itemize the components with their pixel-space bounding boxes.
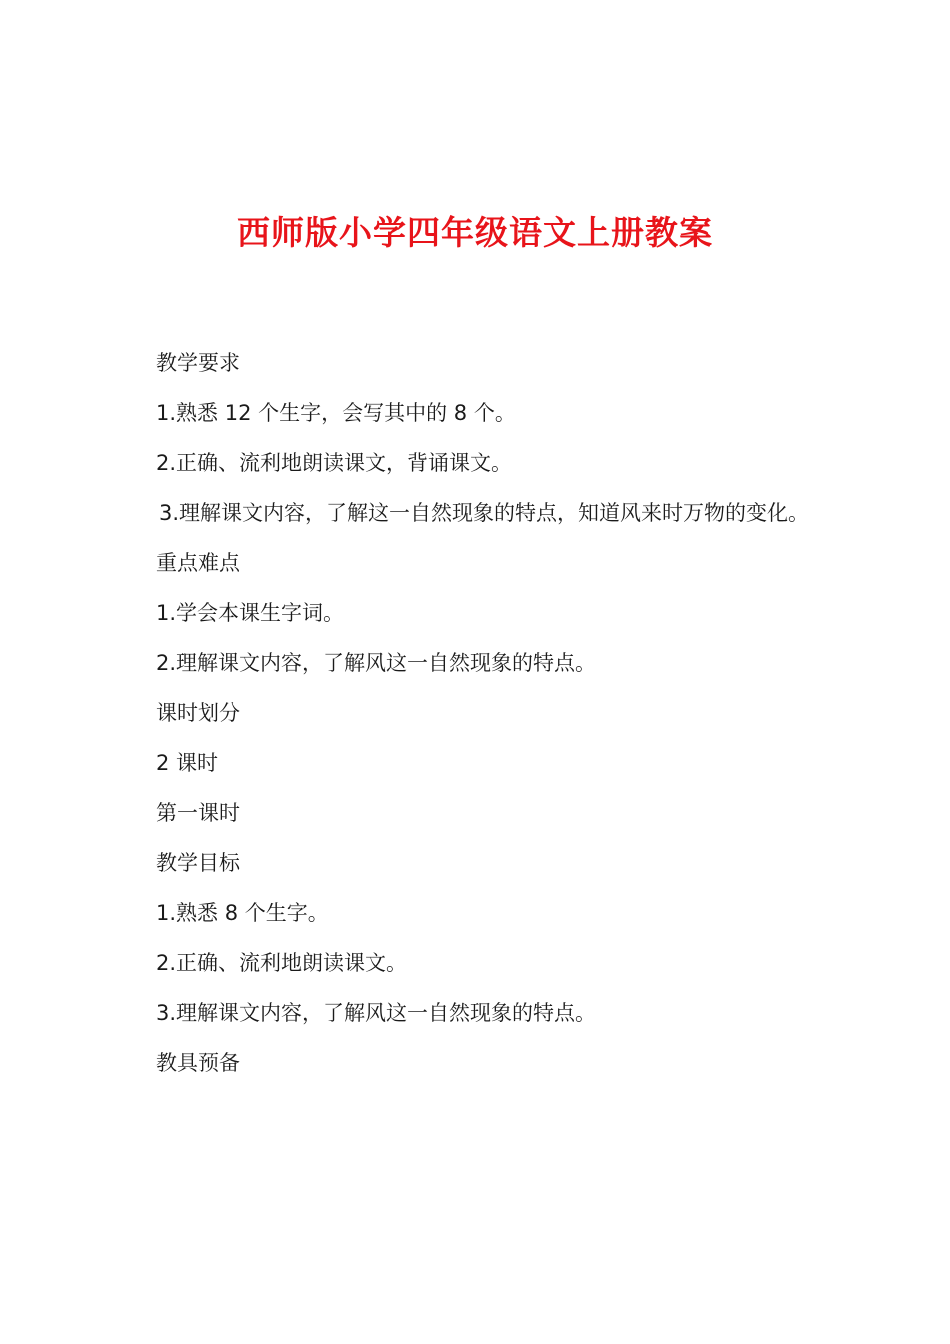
requirement-item: 3.理解课文内容，了解这一自然现象的特点，知道风来时万物的变化。	[159, 501, 810, 525]
key-point-item: 1.学会本课生字词。	[156, 601, 345, 625]
document-body	[0, 338, 950, 1088]
section-heading-key-points: 重点难点	[156, 551, 240, 575]
document-title: 西师版小学四年级语文上册教案	[237, 213, 713, 252]
goal-item: 1.熟悉 8 个生字。	[156, 901, 329, 925]
key-point-item: 2.理解课文内容，了解风这一自然现象的特点。	[156, 651, 597, 675]
requirement-item: 2.正确、流利地朗读课文，背诵课文。	[156, 451, 513, 475]
section-heading-teaching-requirements: 教学要求	[156, 351, 240, 375]
section-heading-lesson-division: 课时划分	[156, 701, 240, 725]
section-heading-teaching-goals: 教学目标	[156, 851, 240, 875]
goal-item: 3.理解课文内容，了解风这一自然现象的特点。	[156, 1001, 597, 1025]
section-heading-first-lesson: 第一课时	[156, 801, 240, 825]
lesson-count: 2 课时	[156, 751, 219, 775]
requirement-item: 1.熟悉 12 个生字，会写其中的 8 个。	[156, 401, 516, 425]
goal-item: 2.正确、流利地朗读课文。	[156, 951, 408, 975]
section-heading-teaching-aids: 教具预备	[156, 1051, 240, 1075]
